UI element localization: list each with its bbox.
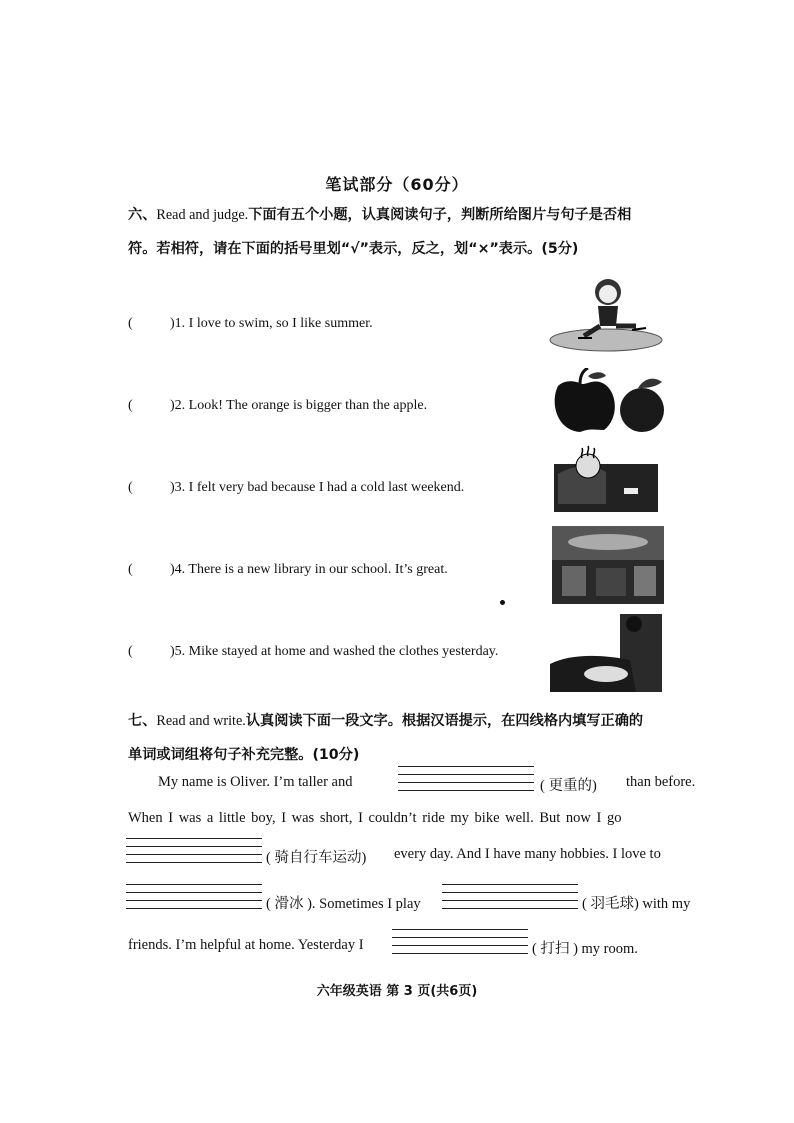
paren-close: ) (170, 562, 175, 577)
judge-item-1 (128, 316, 373, 332)
section-number: 七、 (128, 713, 157, 729)
hint-text: ( 打扫 ) my room. (532, 941, 638, 957)
passage-text: friends. I’m helpful at home. Yesterday I (128, 937, 364, 953)
answer-paren[interactable]: ( (128, 480, 133, 495)
item-text: 4. There is a new library in our school. It’s great. (174, 562, 448, 577)
judge-item-2 (128, 398, 427, 414)
washing-picture (550, 614, 662, 692)
section-number: 六、 (128, 207, 157, 223)
ink-dot (500, 600, 505, 605)
judge-item-4 (128, 562, 448, 578)
hint-text: ( 更重的) (540, 778, 597, 794)
section-seven-instructions (128, 704, 708, 772)
four-line-blank-badminton[interactable] (442, 884, 578, 908)
fruit-picture (550, 368, 666, 434)
item-text: 5. Mike stayed at home and washed the clothes yesterday. (174, 644, 499, 659)
sick-person-picture (554, 444, 660, 512)
instruction-line-1: 认真阅读下面一段文字。根据汉语提示，在四线格内填写正确的 (245, 713, 644, 729)
instruction-line-2: 单词或词组将句子补充完整。(10分) (128, 747, 360, 763)
skater-picture (548, 274, 664, 352)
hint-text: ( 羽毛球) with my (582, 896, 691, 912)
passage-text: When I was a little boy, I was short, I couldn’t ride my bike well. But now I go (128, 810, 622, 826)
answer-paren[interactable]: ( (128, 398, 133, 413)
page-footer: 六年级英语 第 3 页(共6页) (316, 984, 478, 999)
section-english-heading: Read and write. (156, 713, 246, 729)
judge-item-3 (128, 480, 464, 496)
passage-text: My name is Oliver. I’m taller and (158, 774, 353, 790)
passage-text: than before. (626, 774, 696, 790)
answer-paren[interactable]: ( (128, 316, 133, 331)
paren-close: ) (170, 644, 175, 659)
paren-close: ) (170, 480, 175, 495)
four-line-blank-cleaned[interactable] (392, 929, 528, 953)
instruction-line-2: 符。若相符，请在下面的括号里划“√”表示，反之，划“×”表示。(5分) (128, 241, 579, 257)
answer-paren[interactable]: ( (128, 562, 133, 577)
answer-paren[interactable]: ( (128, 644, 133, 659)
item-text: 2. Look! The orange is bigger than the apple. (174, 398, 428, 413)
page-title: 笔试部分（60分） (325, 175, 469, 194)
judge-item-5 (128, 644, 498, 660)
passage-text: every day. And I have many hobbies. I love to (394, 846, 661, 862)
four-line-blank-heavier[interactable] (398, 766, 534, 790)
hint-text: ( 骑自行车运动) (266, 850, 367, 866)
item-text: 1. I love to swim, so I like summer. (174, 316, 373, 331)
paren-close: ) (170, 316, 175, 331)
item-text: 3. I felt very bad because I had a cold last weekend. (174, 480, 465, 495)
section-six-instructions (128, 198, 708, 266)
library-picture (552, 526, 664, 604)
four-line-blank-cycling[interactable] (126, 838, 262, 862)
four-line-blank-skate[interactable] (126, 884, 262, 908)
paren-close: ) (170, 398, 175, 413)
section-english-heading: Read and judge. (156, 207, 249, 223)
hint-text: ( 滑冰 ). Sometimes I play (266, 896, 421, 912)
instruction-line-1: 下面有五个小题，认真阅读句子，判断所给图片与句子是否相 (248, 207, 632, 223)
